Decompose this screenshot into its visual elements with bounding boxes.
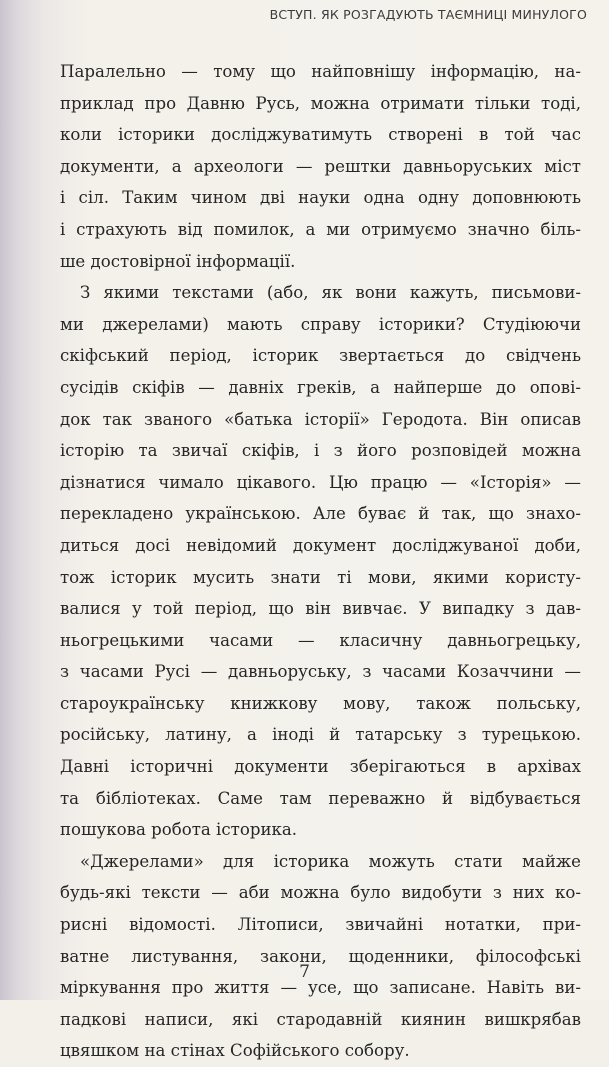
text-line: ше достовірної інформації. (60, 251, 296, 271)
text-line: З якими текстами (або, як вони кажуть, письмови- (80, 283, 581, 303)
text-line: і страхують від помилок, а ми отримуємо значно біль- (60, 219, 581, 239)
text-line: тож історик мусить знати ті мови, якими користу- (60, 567, 581, 587)
text-line: староукраїнську книжкову мову, також польську, (60, 693, 581, 713)
text-line: документи, а археологи — рештки давньоруських міст (60, 156, 581, 176)
text-line: Давні історичні документи зберігаються в архівах (60, 757, 581, 777)
text-line: падкові написи, які стародавній киянин вишкрябав (60, 1009, 581, 1029)
text-line: коли історики досліджуватимуть створені в той час (60, 125, 581, 145)
text-line: Паралельно — тому що найповнішу інформацію, на- (60, 62, 581, 81)
text-line: та бібліотеках. Саме там переважно й відбувається (60, 788, 581, 808)
text-line: приклад про Давню Русь, можна отримати тільки тоді, (60, 93, 581, 113)
page-number: 7 (299, 962, 310, 982)
text-line: міркування про життя — усе, що записане. Навіть ви- (60, 978, 581, 998)
text-line: перекладено українською. Але буває й так, що знахо- (60, 504, 581, 524)
text-line: пошукова робота історика. (60, 820, 298, 840)
text-line: рисні відомості. Літописи, звичайні нотатки, при- (60, 915, 581, 935)
text-line: ми джерелами) мають справу історики? Студіюючи (60, 314, 581, 334)
body-text (60, 56, 581, 1067)
text-line: з часами Русі — давньоруську, з часами Козаччини — (60, 662, 581, 682)
text-line: док так званого «батька історії» Геродота. Він описав (60, 409, 581, 429)
running-head: ВСТУП. ЯК РОЗГАДУЮТЬ ТАЄМНИЦІ МИНУЛОГО (269, 7, 587, 22)
text-line: дізнатися чимало цікавого. Цю працю — «Історія» — (60, 472, 581, 492)
text-line: диться досі невідомий документ досліджуваної доби, (60, 535, 581, 555)
text-line: будь-які тексти — аби можна було видобути з них ко- (60, 883, 581, 903)
text-line: «Джерелами» для історика можуть стати майже (80, 851, 581, 871)
text-line: цвяшком на стінах Софійського собору. (60, 1041, 410, 1061)
text-line: валися у той період, що він вивчає. У випадку з дав- (60, 599, 581, 619)
text-line: історію та звичаї скіфів, і з його розповідей можна (60, 441, 581, 461)
text-line: ньогрецькими часами — класичну давньогрецьку, (60, 630, 581, 650)
text-line: скіфський період, історик звертається до свідчень (60, 346, 581, 366)
text-line: російську, латину, а іноді й татарську з турецькою. (60, 725, 581, 745)
text-line: і сіл. Таким чином дві науки одна одну доповнюють (60, 188, 581, 208)
text-line: сусідів скіфів — давніх греків, а найперше до опові- (60, 377, 581, 397)
text-line: ватне листування, закони, щоденники, філософські (60, 946, 581, 966)
